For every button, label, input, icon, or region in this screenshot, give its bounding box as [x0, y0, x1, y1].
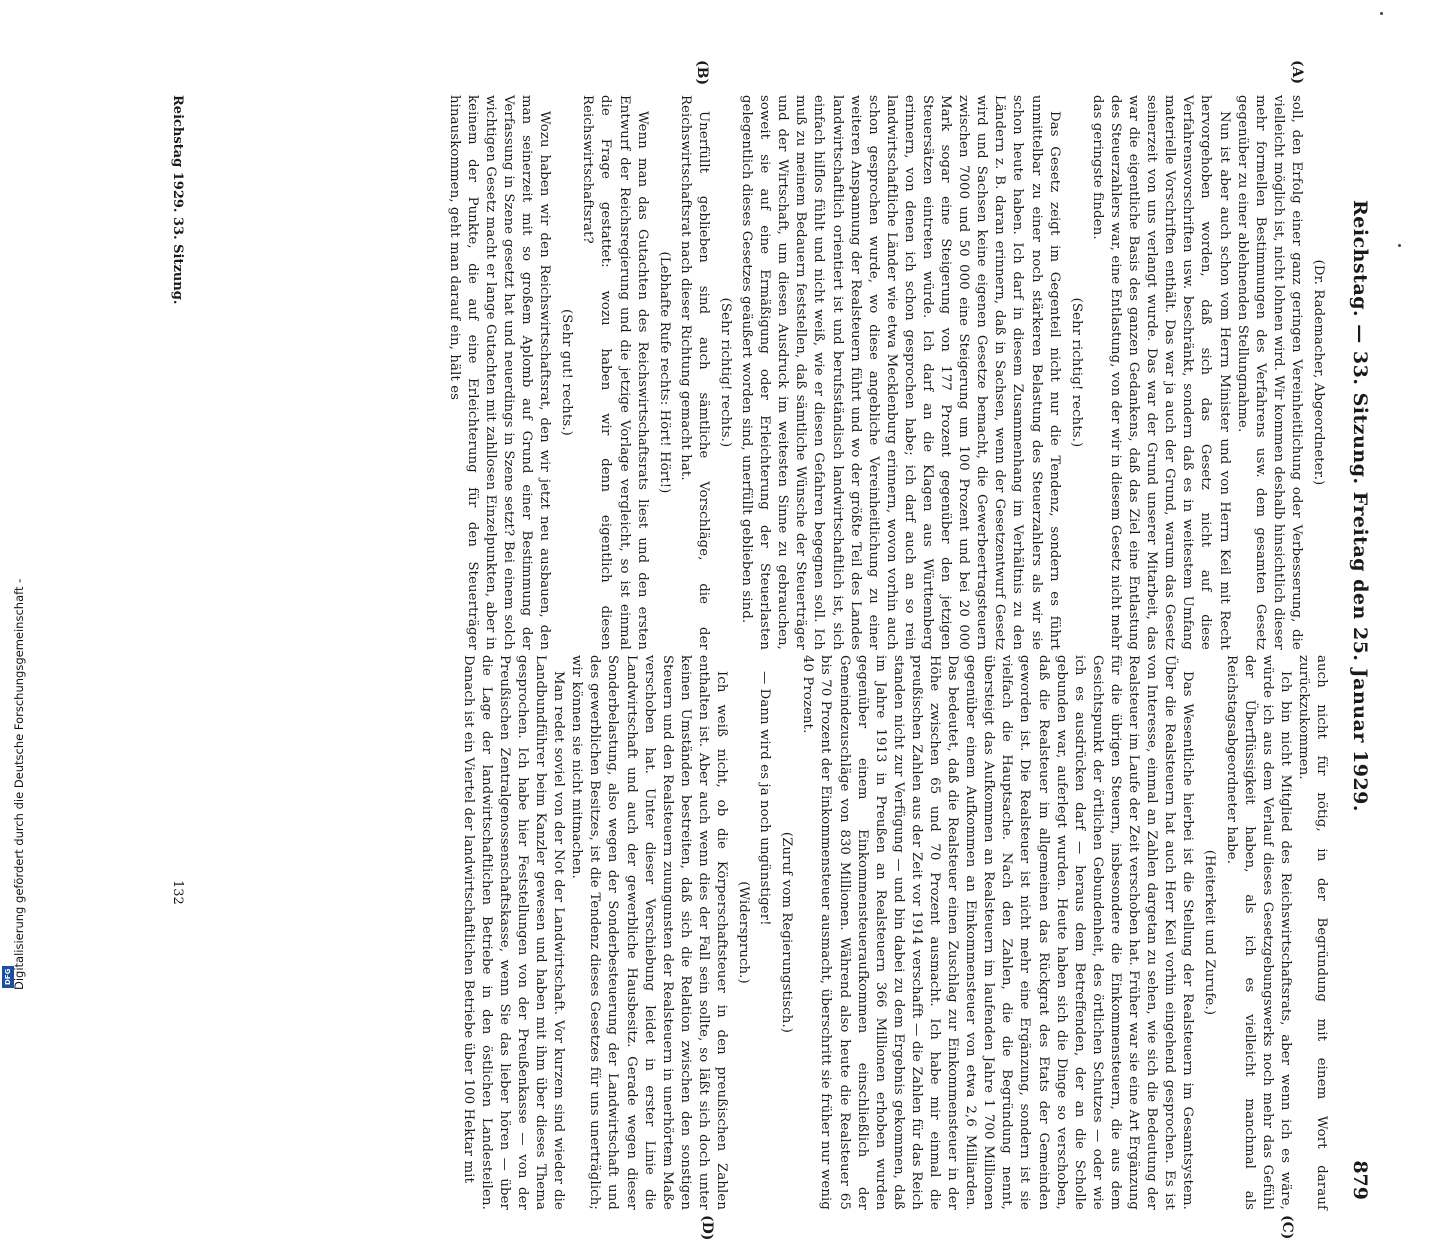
- speck: [1398, 244, 1401, 247]
- paragraph: — Dann wird es ja noch ungünstiger!: [757, 671, 773, 926]
- paragraph: soll, den Erfolg einer ganz geringen Vereinheitlichung oder Verbesserung, die vielleicht möglich ist, nicht lohnen wird. Wir kommen deshalb hinsichtlich dieser mehr formellen Bestimmungen des Verfahrens usw. dem gesamten Gesetz gegenüber zu einer ablehnenden Stellungnahme.: [1234, 95, 1304, 650]
- footer-session: Reichstag 1929. 33. Sitzung.: [170, 95, 185, 305]
- paragraph: auch nicht für nötig, in der Begründung mit einem Wort darauf zurückzukommen.: [1295, 655, 1329, 1210]
- footer-sheet-number: 132: [170, 880, 185, 905]
- interjection: (Sehr richtig! rechts.): [718, 297, 733, 448]
- margin-mark-c: (C): [1279, 1215, 1295, 1240]
- paragraph: Nun ist aber auch schon vom Herrn Minister und von Herrn Keil mit Recht hervorgehoben worden, daß sich das Gesetz nicht auf diese Verfahrensvorschriften usw. beschränkt, sondern daß es in weitestem Umfang materielle Vorschriften enthält. Das war ja auch der Grund, warum das Gesetz seinerzeit von uns verlangt wurde. Das war der Grund unserer Mitarbeit, das war die eigentliche Basis des ganzen Gedankens, daß das Ziel eine Entlastung des Steuerzahlers war, eine Entlastung, von der wir in diesem Gesetz nicht mehr das geringste finden.: [1089, 95, 1232, 650]
- paragraph: Wozu haben wir den Reichswirtschaftsrat, den wir jetzt neu ausbauen, den man seinerzeit mit so großem Aplomb auf Grund einer Bestimmung der Verfassung in Szene gesetzt hat und neuerdings in Szene setzt? Bei einem solch wichtigen Gesetz macht er lange Gutachten mit zahllosen Einzelpunkten, aber in keinem der Punkte, die auf eine Erleichterung für den Steuerträger hinauskommen, geht man darauf ein, hält es: [446, 95, 553, 650]
- interjection: (Zuruf vom Regierungstisch.): [779, 831, 795, 1034]
- page-title: Reichstag. — 33. Sitzung. Freitag den 25. Januar 1929.: [1349, 200, 1371, 813]
- interjection: (Widerspruch.): [736, 881, 752, 984]
- paragraph: Man redet soviel von der Not der Landwirtschaft. Vor kurzem sind wieder die Landbundführer beim Kanzler gewesen und haben mit ihm über dieses Thema gesprochen. Ich habe hier Feststellungen von der Preußenkasse — von der Preußischen Zentralgenossenschaftskasse, wenn Sie das lieber hören — über die Lage der landwirtschaftlichen Betriebe in den östlichen Landesteilen. Danach ist ein Viertel der landwirtschaftlichen Betriebe über 100 Hektar mit: [460, 655, 567, 1210]
- digitization-credit-text: Digitalisierung gefördert durch die Deutsche Forschungsgemeinschaft -: [12, 578, 26, 990]
- page-number: 879: [1349, 1160, 1371, 1200]
- scanned-page: [170, 0, 1375, 1240]
- dfg-logo: DFG: [2, 966, 14, 988]
- speck: [1380, 12, 1383, 15]
- left-text-column: [445, 95, 1330, 650]
- margin-mark-b: (B): [694, 60, 710, 86]
- digitization-credit-strip: [0, 0, 26, 1000]
- paragraph: Ich weiß nicht, ob die Körperschaftsteuer in den preußischen Zahlen enthalten ist. Aber auch wenn dies der Fall sein sollte, so läßt sich doch unter keinen Umständen bestreiten, daß sich die Relation zwischen den sonstigen Steuern und den Realsteuern zuungunsten der Realsteuern in unerhörtem Maße verschoben hat. Unter dieser Verschiebung leidet in erster Linie die Landwirtschaft und auch der gewerbliche Hausbesitz. Gerade wegen dieser Sonderbelastung, also wegen der Sonderbesteuerung der Landwirtschaft und des gewerblichen Besitzes, ist die Tendenz dieses Gesetzes für uns unerträglich; wir können sie nicht mitmachen.: [569, 655, 729, 1210]
- paragraph: Das Wesentliche hierbei ist die Stellung der Realsteuern im Gesamtsystem. Über die Realsteuern hat auch Herr Keil vorhin eingehend gesprochen. Es ist von Interesse, einmal an Zahlen dargetan zu sehen, wie sich die Bedeutung der Realsteuer im Laufe der Zeit verschoben hat. Früher war sie eine Art Ergänzung für die übrigen Steuern, insbesondere die Einkommensteuern, die aus dem Gesichtspunkt der örtlichen Gebundenheit, des örtlichen Schutzes — oder wie ich es ausdrücken darf — heraus dem Betreffenden, der an die Scholle gebunden war, auferlegt wurden. Heute haben sich die Dinge so verschoben, daß die Realsteuer im allgemeinen das Rückgrat des Etats der Gemeinden geworden ist. Die Realsteuer ist nicht mehr eine Ergänzung, sondern ist sie vielfach die Hauptsache. Nach den Zahlen, die die Begründung nennt, übersteigt das Aufkommen an Realsteuern im laufenden Jahre 1 700 Millionen gegenüber einem Aufkommen an Einkommensteuer von etwa 2,6 Milliarden. Das bedeutet, daß die Realsteuer einen Zuschlag zur Einkommensteuer in der Höhe zwischen 65 und 70 Prozent ausmacht. Ich habe mir einmal die preußischen Zahlen aus der Zeit vor 1914 verschafft — die Zahlen für das Reich standen nicht zur Verfügung — und bin dabei zu dem Ergebnis gekommen, daß im Jahre 1913 in Preußen an Realsteuern 366 Millionen erhoben wurden gegenüber einem Einkommensteueraufkommen einschließlich der Gemeindezuschläge von 830 Millionen. Während also heute die Realsteuer 65 bis 70 Prozent der Einkommensteuer ausmacht, überschritt sie früher nur wenig 40 Prozent.: [800, 655, 1196, 1210]
- interjection: (Heiterkeit und Zurufe.): [1202, 849, 1218, 1016]
- paragraph: Unerfüllt geblieben sind auch sämtliche Vorschläge, die der Reichswirtschaftsrat nach dieser Richtung gemacht hat.: [677, 95, 711, 650]
- interjection: (Sehr richtig! rechts.): [1068, 297, 1084, 448]
- interjection: (Sehr gut! rechts.): [559, 309, 575, 436]
- speaker-line: (Dr. Rademacher, Abgeordneter.): [1311, 259, 1326, 486]
- right-text-column: [459, 655, 1330, 1210]
- margin-mark-d: (D): [699, 1215, 715, 1240]
- paragraph: Wenn man das Gutachten des Reichswirtschaftsrats liest und den ersten Entwurf der Reichsregierung und die jetzige Vorlage vergleicht, so ist einmal die Frage gestattet: wozu haben wir denn eigentlich diesen Reichswirtschaftsrat?: [580, 95, 650, 650]
- margin-mark-a: (A): [1289, 60, 1305, 85]
- page-header: [1335, 0, 1375, 1240]
- interjection: (Lebhafte Rufe rechts: Hört! Hört!): [656, 251, 672, 494]
- paragraph: Das Gesetz zeigt im Gegenteil nicht nur die Tendenz, sondern es führt unmittelbar zu einer noch stärkeren Belastung des Steuerzahlers als wir sie schon heute haben. Ich darf in diesem Zusammenhang im Verhältnis zu den Ländern z. B. daran erinnern, daß in Sachsen, wenn der Gesetzentwurf Gesetz wird und Sachsen keine eigenen Gesetze bemacht, die Gewerbeertragsteuern zwischen 7000 und 50 000 eine Steigerung um 100 Prozent und bei 20 000 Mark sogar eine Steigerung von 177 Prozent gegenüber den jetzigen Steuersätzen eintreten würde. Ich darf an die Klagen aus Württemberg erinnern, von denen ich schon gesprochen habe; ich darf auch an so rein landwirtschaftliche Länder wie etwa Mecklenburg erinnern, wovon vorhin auch schon gesprochen wurde, wo diese angebliche Vereinheitlichung zu einer weiteren Anspannung der Realsteuern führt und wo der größte Teil des Landes landwirtschaftlich orientiert ist und berufsständisch landwirtschaftlich ist, sich einfach hilflos fühlt und nicht weiß, wie er diesen Gefahren begegnen soll. Ich muß zu meinem Bedauern feststellen, daß sämtliche Wünsche der Steuerträger und der Wirtschaft, um diesen Ausdruck im weitesten Sinne zu gebrauchen, soweit sie auf eine Ermäßigung oder Erleichterung der Steuerlasten gelegentlich dieses Gesetzes geäußert worden sind, unerfüllt geblieben sind.: [739, 95, 1062, 650]
- paragraph: Ich bin nicht Mitglied des Reichswirtschaftsrats, aber wenn ich es wäre, würde ich aus dem Verlauf dieses Gesetzgebungswerks noch mehr das Gefühl der Überflüssigkeit haben, als ich es vielleicht manchmal als Reichstagsabgeordneter habe.: [1223, 655, 1293, 1210]
